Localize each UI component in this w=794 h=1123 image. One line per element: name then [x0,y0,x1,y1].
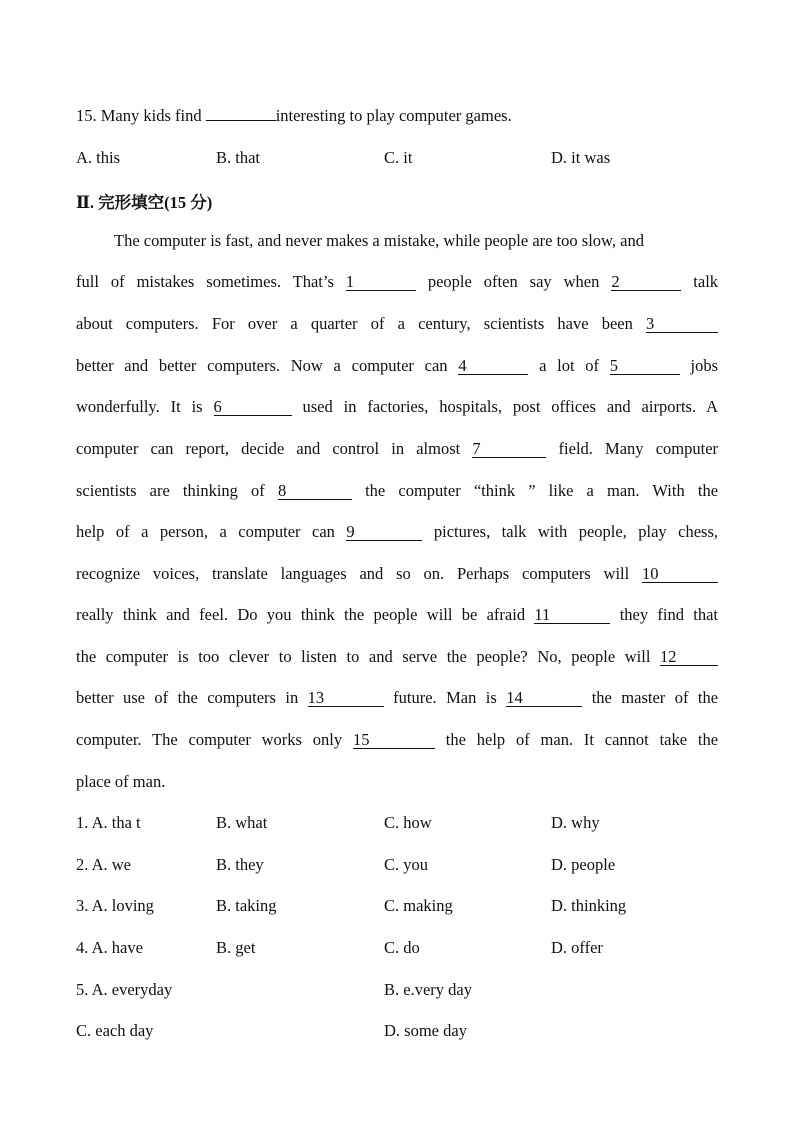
question-3-option-c: C. making [384,896,453,915]
passage-text: full of mistakes sometimes. That’s [76,272,334,291]
question-15-blank [206,120,276,121]
passage-text: pictures, talk with people, play chess, [433,522,719,541]
question-5-option-b: B. e.very day [384,980,472,999]
passage-line-3 [76,314,718,334]
passage-text: the master of the [591,688,719,707]
blank-4: 4 [458,357,528,375]
passage-line-14: place of man. [76,772,166,791]
question-5-option-d: D. some day [384,1021,467,1040]
blank-10: 10 [642,565,718,583]
question-15-option-d: D. it was [551,148,611,167]
passage-line-7 [76,481,718,501]
blank-9: 9 [346,523,422,541]
passage-text: better and better computers. Now a computer can [76,356,448,375]
blank-11: 11 [534,606,610,624]
question-4-option-d: D. offer [551,938,603,957]
passage-line-13 [76,730,718,750]
passage-text: a lot of [539,356,600,375]
blank-8: 8 [278,482,352,500]
question-5-option-a: 5. A. everyday [76,980,173,999]
passage-text: future. Man is [393,688,497,707]
question-3-option-d: D. thinking [551,896,627,915]
blank-15: 15 [353,731,435,749]
passage-text: help of a person, a computer can [76,522,335,541]
blank-5: 5 [610,357,680,375]
passage-text: jobs [690,356,719,375]
passage-line-2 [76,272,718,292]
question-4-option-a: 4. A. have [76,938,143,957]
question-5-option-c: C. each day [76,1021,154,1040]
passage-text: about computers. For over a quarter of a century, scientists have been [76,314,633,333]
passage-text: the help of man. It cannot take the [445,730,719,749]
blank-3: 3 [646,315,718,333]
question-15-stem-after: interesting to play computer games. [275,106,512,125]
passage-text: wonderfully. It is [76,397,203,416]
passage-line-9 [76,564,718,584]
blank-12: 12 [660,648,718,666]
passage-line-12 [76,688,718,708]
question-2-option-c: C. you [384,855,429,874]
blank-14: 14 [506,689,582,707]
question-2-option-d: D. people [551,855,616,874]
passage-text: field. Many computer [558,439,719,458]
question-2-option-a: 2. A. we [76,855,131,874]
question-3-option-a: 3. A. loving [76,896,154,915]
question-1-option-a: 1. A. tha t [76,813,141,832]
question-4-option-b: B. get [216,938,256,957]
passage-text: used in factories, hospitals, post offices and airports. A [302,397,718,416]
passage-text: computer. The computer works only [76,730,343,749]
passage-text: scientists are thinking of [76,481,265,500]
passage-line-10 [76,605,718,625]
question-2-option-b: B. they [216,855,264,874]
passage-text: talk [693,272,719,291]
section-heading: Ⅱ. 完形填空(15 分) [76,193,213,212]
passage-line-8 [76,522,718,542]
passage-text: the computer is too clever to listen to and serve the people? No, people will [76,647,651,666]
blank-7: 7 [472,440,546,458]
passage-text: the computer “think ” like a man. With the [365,481,719,500]
question-3-option-b: B. taking [216,896,277,915]
passage-line-11 [76,647,718,667]
passage-line-1: The computer is fast, and never makes a mistake, while people are too slow, and [114,231,644,250]
question-15-option-c: C. it [384,148,413,167]
question-15-stem-before: 15. Many kids find [76,106,206,125]
question-15-option-a: A. this [76,148,121,167]
question-15-stem [76,106,512,126]
blank-1: 1 [346,273,416,291]
passage-line-5 [76,397,718,417]
passage-line-6 [76,439,718,459]
passage-text: they find that [619,605,719,624]
passage-line-4 [76,356,718,376]
passage-text: people often say when [427,272,600,291]
question-1-option-d: D. why [551,813,600,832]
passage-text: recognize voices, translate languages and so on. Perhaps computers will [76,564,630,583]
blank-13: 13 [308,689,384,707]
question-1-option-b: B. what [216,813,268,832]
question-15-option-b: B. that [216,148,260,167]
passage-text: better use of the computers in [76,688,299,707]
question-4-option-c: C. do [384,938,420,957]
passage-text: computer can report, decide and control in almost [76,439,461,458]
question-1-option-c: C. how [384,813,432,832]
passage-text: really think and feel. Do you think the people will be afraid [76,605,526,624]
blank-6: 6 [214,398,292,416]
blank-2: 2 [611,273,681,291]
